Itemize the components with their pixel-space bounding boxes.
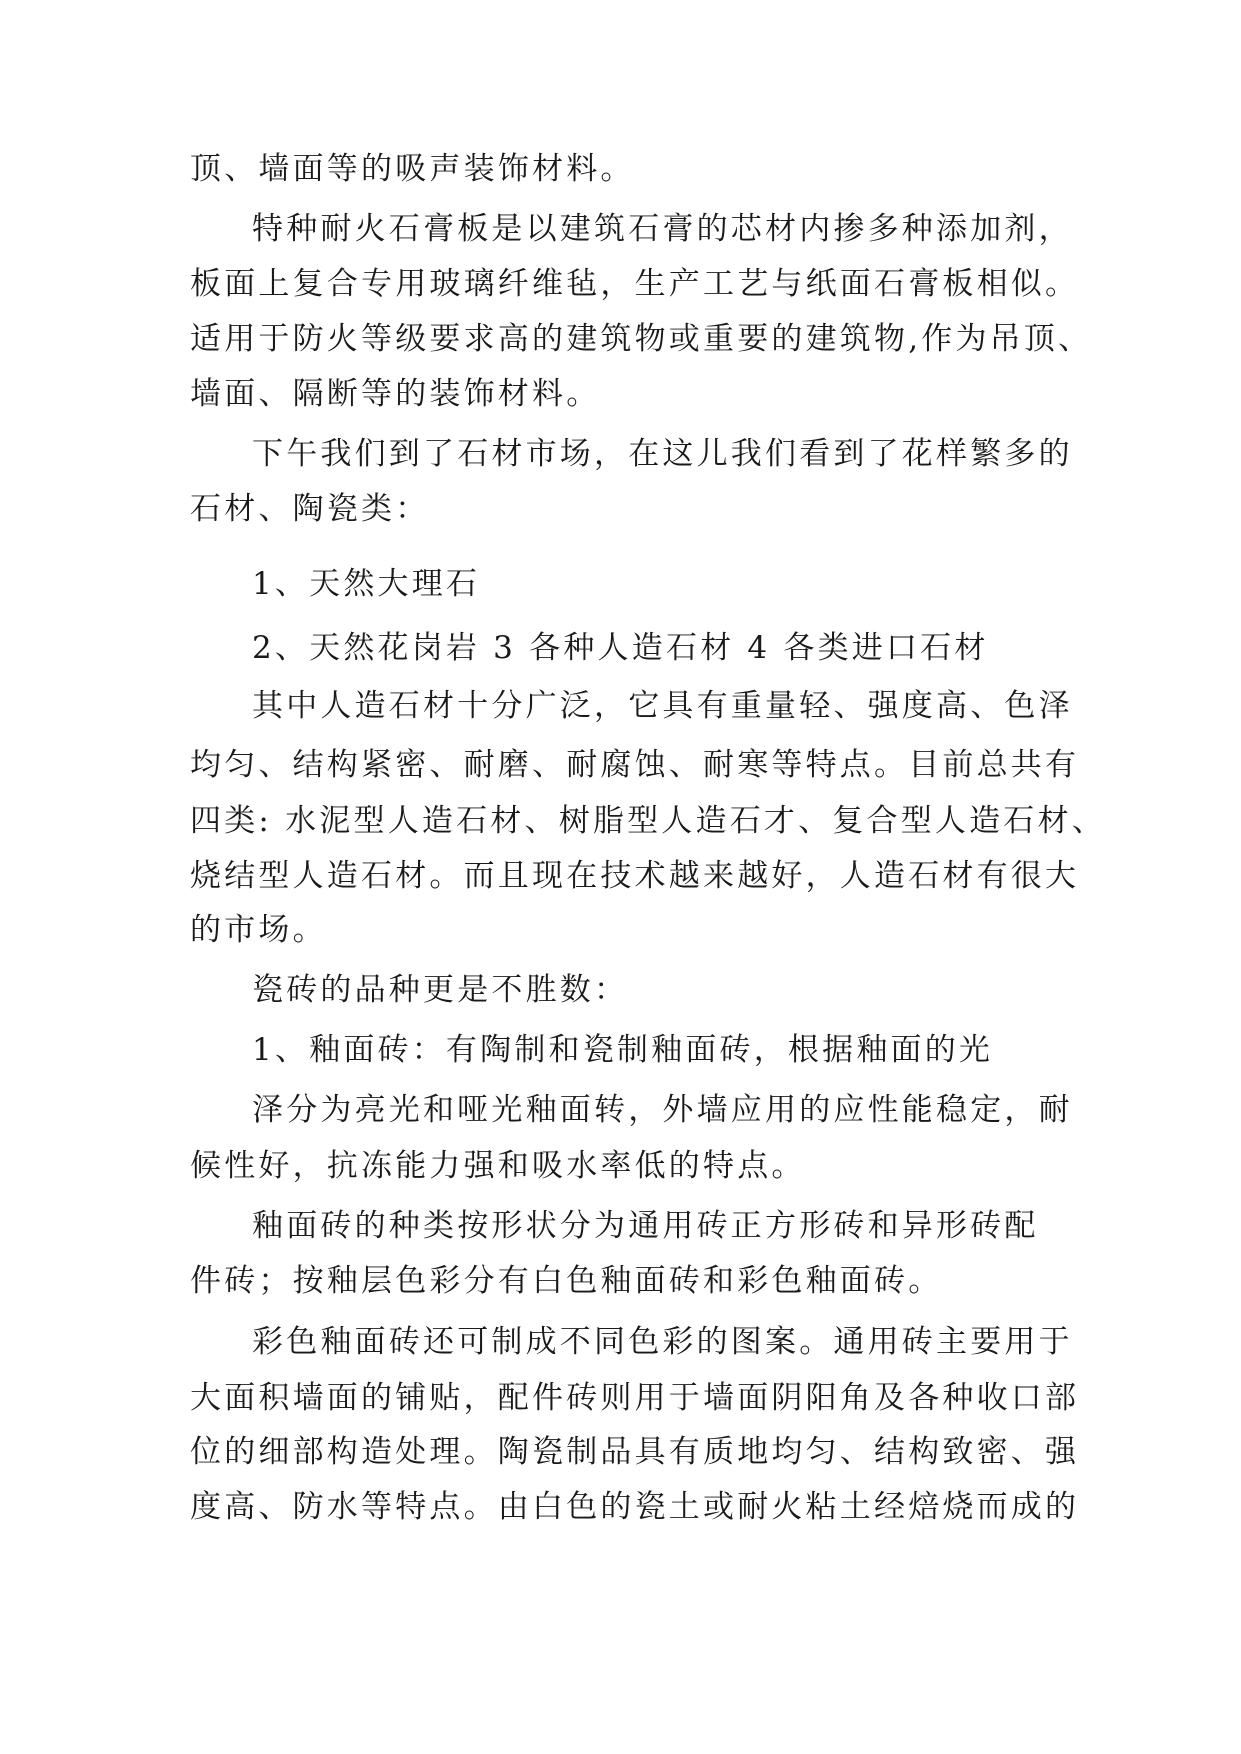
paragraph-start-line: 泽分为亮光和哑光釉面转，外墙应用的应性能稳定，耐 [252, 1092, 1073, 1128]
text-line: 板面上复合专用玻璃纤维毡，生产工艺与纸面石膏板相似。 [190, 266, 1080, 302]
paragraph-start-line: 下午我们到了石材市场，在这儿我们看到了花样繁多的 [252, 436, 1073, 472]
paragraph-start-line: 其中人造石材十分广泛，它具有重量轻、强度高、色泽 [252, 688, 1073, 724]
paragraph-start-line: 釉面砖的种类按形状分为通用砖正方形砖和异形砖配 [252, 1208, 1039, 1244]
text-line: 件砖；按釉层色彩分有白色釉面砖和彩色釉面砖。 [190, 1263, 943, 1299]
paragraph-start-line: 特种耐火石膏板是以建筑石膏的芯材内掺多种添加剂， [252, 211, 1073, 247]
list-item-line: 1、天然大理石 [252, 566, 481, 602]
text-line: 度高、防水等特点。由白色的瓷土或耐火粘土经焙烧而成的 [190, 1489, 1080, 1525]
text-line: 均匀、结构紧密、耐磨、耐腐蚀、耐寒等特点。目前总共有 [190, 747, 1080, 783]
paragraph-start-line: 彩色釉面砖还可制成不同色彩的图案。通用砖主要用于 [252, 1324, 1073, 1360]
paragraph-start-line: 瓷砖的品种更是不胜数： [252, 972, 629, 1008]
text-line: 大面积墙面的铺贴，配件砖则用于墙面阴阳角及各种收口部 [190, 1380, 1080, 1416]
text-line: 烧结型人造石材。而且现在技术越来越好，人造石材有很大 [190, 858, 1080, 894]
text-line: 石材、陶瓷类： [190, 491, 430, 527]
text-line: 位的细部构造处理。陶瓷制品具有质地均匀、结构致密、强 [190, 1434, 1080, 1470]
text-line: 候性好，抗冻能力强和吸水率低的特点。 [190, 1148, 806, 1184]
list-item-line: 1、釉面砖：有陶制和瓷制釉面砖，根据釉面的光 [252, 1032, 994, 1068]
text-line: 墙面、隔断等的装饰材料。 [190, 376, 601, 412]
text-line: 顶、墙面等的吸声装饰材料。 [190, 151, 635, 187]
text-line: 适用于防火等级要求高的建筑物或重要的建筑物,作为吊顶、 [190, 321, 1093, 357]
text-line: 的市场。 [190, 912, 327, 948]
list-item-line: 2、天然花岗岩 3 各种人造石材 4 各类进口石材 [252, 630, 989, 666]
text-line: 四类: 水泥型人造石材、树脂型人造石才、复合型人造石材、 [190, 803, 1106, 839]
